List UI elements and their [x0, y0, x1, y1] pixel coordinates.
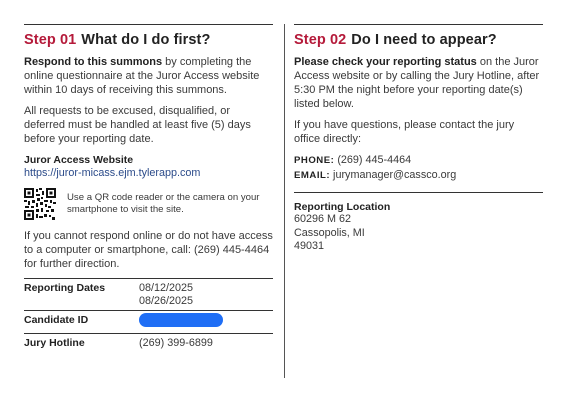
qr-code-icon[interactable]	[24, 188, 56, 220]
excuse-paragraph: All requests to be excused, disqualified, or deferred must be handled at least five (5) days before your reporting date.	[24, 105, 251, 145]
phone-line	[294, 153, 543, 168]
no-access-paragraph: If you cannot respond online or do not have access to a computer or smartphone, call: (269) 445-4464 for further direction.	[24, 230, 273, 270]
respond-emphasis: Respond to this summons	[24, 56, 163, 68]
info-table	[24, 278, 273, 352]
jury-hotline-value: (269) 399-6899	[139, 337, 213, 349]
status-paragraph	[294, 55, 543, 111]
candidate-id-label: Candidate ID	[24, 314, 89, 326]
respond-paragraph	[24, 55, 273, 97]
status-emphasis: Please check your reporting status	[294, 56, 477, 68]
jury-hotline-label: Jury Hotline	[24, 337, 85, 349]
step-01-section	[24, 24, 273, 352]
email-value[interactable]: jurymanager@cassco.org	[333, 169, 457, 181]
respond-text: by completing the online questionnaire at the Juror Access website within 10 days of receiving this summons.	[24, 56, 260, 96]
section-rule	[294, 192, 543, 193]
qr-instructions: Use a QR code reader or the camera on your smartphone to visit the site.	[67, 192, 260, 215]
reporting-dates-label: Reporting Dates	[24, 282, 106, 294]
address-line: Cassopolis, MI	[294, 226, 365, 239]
candidate-id-redaction	[139, 313, 223, 327]
email-line	[294, 168, 543, 183]
questions-paragraph: If you have questions, please contact the jury office directly:	[294, 119, 515, 145]
top-rule	[294, 24, 543, 25]
reporting-date: 08/26/2025	[139, 295, 194, 307]
reporting-location-label: Reporting Location	[294, 201, 391, 213]
step-02-heading	[294, 32, 543, 48]
top-rule	[24, 24, 273, 25]
jury-hotline-row	[24, 333, 273, 352]
phone-value[interactable]: (269) 445-4464	[337, 154, 412, 166]
website-label: Juror Access Website	[24, 154, 134, 166]
contact-block	[294, 153, 543, 183]
reporting-dates-row	[24, 278, 273, 310]
phone-label: PHONE:	[294, 155, 335, 166]
address-line: 49031	[294, 240, 325, 252]
step-02-section	[294, 24, 543, 254]
candidate-id-row	[24, 310, 273, 333]
step-number: Step 02	[294, 32, 347, 48]
reporting-date: 08/12/2025	[139, 282, 194, 294]
reporting-dates-values	[139, 282, 193, 308]
status-text: on the Juror Access website or by calling the Jury Hotline, after 5:30 PM the night before your reporting date(s) listed below.	[294, 56, 540, 110]
qr-block	[24, 188, 273, 220]
heading-text: What do I do first?	[81, 32, 211, 48]
heading-text: Do I need to appear?	[351, 32, 497, 48]
website-link[interactable]: https://juror-micass.ejm.tylerapp.com	[24, 167, 201, 179]
step-number: Step 01	[24, 32, 77, 48]
column-divider	[284, 24, 285, 378]
step-01-heading	[24, 32, 273, 48]
email-label: EMAIL:	[294, 170, 331, 181]
reporting-address	[294, 213, 543, 254]
address-line: 60296 M 62	[294, 213, 352, 225]
